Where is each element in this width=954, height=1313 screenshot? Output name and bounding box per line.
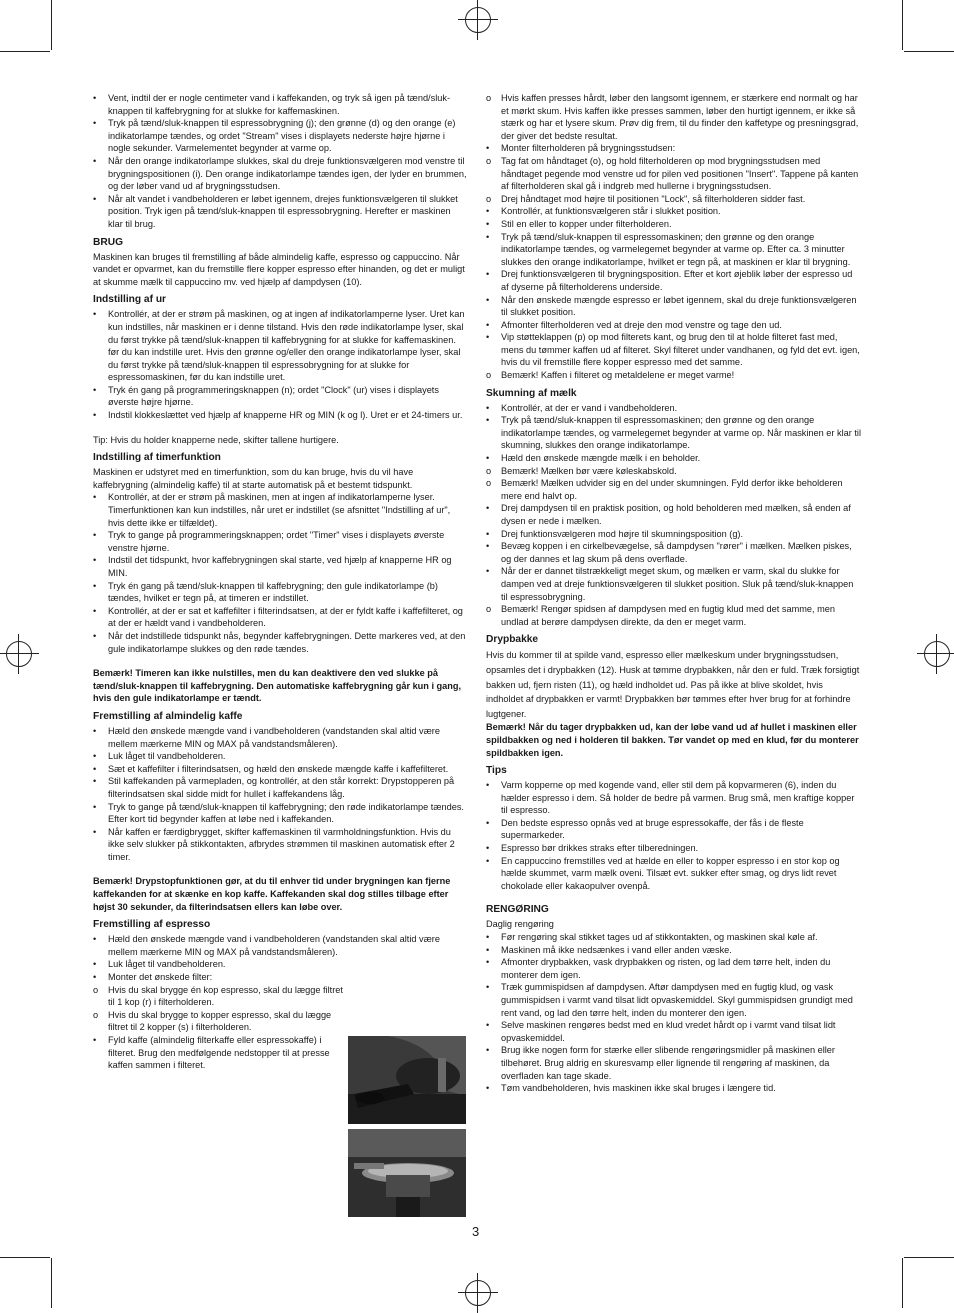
bullet-icon: • [486, 780, 490, 791]
list-item [486, 565, 861, 603]
list-item-text: Afmonter filterholderen ved at dreje den mod venstre og tage den ud. [501, 319, 782, 330]
list-item-text: Tryk én gang på programmeringsknappen (n); ordet "Clock" (ur) vises i displayets øverste højre hjørne. [108, 384, 439, 408]
list-item-text: Tryk på tænd/sluk-knappen til espressomaskinen; den grønne og den orange indikatorlampe tændes, og varmelegemet begynder at varme op. Efter ca. 3 minutter slukkes den orange indikatorlampe, hvilket er tegn på, at maskinen er klar til brygning. [501, 231, 851, 267]
note-paragraph: Bemærk! Når du tager drypbakken ud, kan der løbe vand ud af hullet i maskinen eller spildbakken og ned i holderen til bakken. Tør vandet op med en klud, før du monterer spildbakken igen. [486, 722, 859, 758]
list-item-text: Kontrollér, at der er vand i vandbeholderen. [501, 402, 678, 413]
spacer [93, 422, 468, 434]
bullet-icon: • [93, 934, 97, 945]
filter-holder-image [348, 1129, 466, 1217]
list-item-text: Hvis du skal brygge to kopper espresso, skal du lægge filtret til 2 kopper (s) i filterholderen. [108, 1009, 332, 1033]
list-item [486, 981, 861, 1019]
registration-mark-left [6, 641, 32, 667]
list-item-text: Når kaffen er færdigbrygget, skifter kaffemaskinen til varmholdningsfunktion. Hvis du ikke selv slukker på stikkontakten, afbrydes strømmen til maskinen automatisk efter 2 timer. [108, 826, 455, 862]
list-item-text: Stil en eller to kopper under filterholderen. [501, 218, 672, 229]
bullet-icon: • [93, 801, 97, 812]
list-item-text: Fyld kaffe (almindelig filterkaffe eller espressokaffe) i filteret. Brug den medfølgende nedstopper til at presse kaffen sammen i filteret. [108, 1035, 330, 1071]
list-item-text: Luk låget til vandbeholderen. [108, 751, 226, 762]
list-item [486, 931, 861, 944]
list-item [486, 1044, 861, 1082]
list-item [93, 763, 468, 776]
note-paragraph: Bemærk! Timeren kan ikke nulstilles, men du kan deaktivere den ved slukke på tænd/sluk-knappen til kaffebrygning. Den automatiske kaffebrygning går kun i gang, hvis den gule indikatorlampe er tændt. [93, 668, 462, 704]
list-item [486, 402, 861, 415]
list-item-text: Luk låget til vandbeholderen. [108, 959, 226, 970]
paragraph: Maskinen er udstyret med en timerfunktion, som du kan bruge, hvis du vil have kaffebrygning (almindelig kaffe) til at starte automatisk på et bestemt tidspunkt. [93, 467, 414, 490]
bullet-icon: • [93, 384, 97, 395]
list-item-text: Når den orange indikatorlampe slukkes, skal du dreje funktionsvælgeren mod venstre til brygningspositionen (i). Den orange indikatorlampe tændes igen, der lyder en brummen, og der løber vand ud af brygningsstudsen. [108, 155, 467, 192]
list-item-text: Espresso bør drikkes straks efter tilberedningen. [501, 843, 699, 854]
list-item [486, 477, 861, 502]
registration-mark-top [465, 7, 491, 33]
bullet-icon: • [486, 566, 490, 577]
list-item [486, 331, 861, 369]
bullet-icon: • [486, 1083, 490, 1094]
bullet-icon: • [486, 1045, 490, 1056]
spacer [93, 863, 468, 875]
circle-marker-icon: o [93, 1009, 99, 1020]
registration-mark-right [924, 641, 950, 667]
bullet-icon: • [486, 453, 490, 464]
list-item [486, 205, 861, 218]
bullet-icon: • [93, 605, 97, 616]
bullet-icon: • [93, 1035, 97, 1045]
crop-mark-tl-v [51, 0, 52, 50]
list-item-text: Bemærk! Mælken bør være køleskabskold. [501, 465, 677, 476]
bullet-icon: • [486, 932, 490, 943]
list-item-text: Når den ønskede mængde espresso er løbet igennem, skal du dreje funktionsvælgeren til slukket position. [501, 294, 857, 318]
bullet-icon: • [93, 630, 97, 641]
list-item [93, 155, 468, 193]
list-item-text: Vent, indtil der er nogle centimeter vand i kaffekanden, og tryk så igen på tænd/sluk-knappen til kaffebrygning for at slukke for kaffemaskinen. [108, 93, 451, 116]
section-heading: BRUG [93, 236, 123, 248]
list-item-text: Bemærk! Rengør spidsen af dampdysen med en fugtig klud med det samme, men undlad at berøre dampdysen direkte, da den er meget varm. [501, 604, 835, 627]
bullet-icon: • [93, 155, 97, 166]
bullet-icon: • [93, 410, 97, 421]
list-item [486, 414, 861, 452]
list-item [93, 529, 468, 554]
list-item-text: Tryk to gange på programmeringsknappen; ordet "Timer" vises i displayets øverste venstre hjørne. [108, 530, 445, 553]
list-item [486, 956, 861, 981]
crop-mark-bl-h [0, 1257, 50, 1258]
list-item [486, 231, 861, 269]
list-item [93, 750, 468, 763]
list-item-text: Før rengøring skal stikket tages ud af stikkontakten, og maskinen skal køle af. [501, 932, 818, 943]
left-column [93, 92, 468, 1072]
circle-marker-icon: o [486, 465, 492, 476]
list-item-text: Indstil klokkeslættet ved hjælp af knapperne HR og MIN (k og l). Uret er et 24-timers ur. [108, 410, 463, 421]
list-item [486, 294, 861, 319]
bullet-icon: • [486, 415, 490, 426]
list-item [93, 958, 348, 971]
list-item-text: Selve maskinen rengøres bedst med en klud vredet hårdt op i varmt vand tilsat lidt opvaskemiddel. [501, 1020, 836, 1043]
list-item [486, 193, 861, 206]
crop-mark-br-v [902, 1258, 903, 1308]
list-item [486, 319, 861, 332]
list-item-text: Bevæg koppen i en cirkelbevægelse, så dampdysen "rører" i mælken. Mælken piskes, og der dannes et lag skum på dens overflade. [501, 541, 852, 564]
bullet-icon: • [93, 309, 97, 320]
list-item [486, 855, 861, 893]
list-item [486, 142, 861, 155]
list-item [486, 528, 861, 541]
list-item-text: Drej funktionsvælgeren mod højre til skumningsposition (g). [501, 528, 744, 539]
list-item [486, 603, 861, 628]
list-item [93, 193, 468, 231]
list-item [93, 971, 348, 984]
crop-mark-tr-v [902, 0, 903, 50]
list-item [93, 1034, 348, 1072]
bullet-icon: • [93, 826, 97, 837]
bullet-icon: • [93, 751, 97, 762]
bullet-icon: • [486, 143, 490, 154]
bullet-icon: • [93, 555, 97, 566]
list-item-text: Træk gummispidsen af dampdysen. Aftør dampdysen med en fugtig klud, og vask gummispidsen i varmt vand tilsat lidt opvaskemiddel. Skyl gummispidsen grundigt med rent vand, og lad den tørre helt, inden du monterer den igen. [501, 982, 853, 1018]
list-item-text: Hæld den ønskede mængde vand i vandbeholderen (vandstanden skal altid være mellem mærkerne MIN og MAX på vandstandsmåleren). [108, 725, 440, 749]
list-item-text: Afmonter drypbakken, vask drypbakken og risten, og lad dem tørre helt, inden du monterer dem igen. [501, 957, 831, 980]
list-item [93, 826, 468, 864]
circle-marker-icon: o [486, 93, 492, 103]
bullet-icon: • [93, 492, 97, 503]
paragraph: Hvis du kommer til at spilde vand, espresso eller mælkeskum under brygningsstudsen, opsamles det i drypbakken (12). Husk at tømme drypbakken, når den er fuld. Træk forsigtigt bakken ud, fjern risten (11), og hæld indholdet ud. Pas på ikke at blive skoldet, hvis indholdet af drypbakken er varmt! Drypbakken bør tømmes efter hver brug for at forhindre lugtgener. [486, 650, 860, 719]
section-heading: RENGØRING [486, 904, 549, 916]
espresso-machine-image [348, 1036, 466, 1124]
list-item [93, 630, 468, 655]
list-item-text: Monter filterholderen på brygningsstudsen: [501, 143, 676, 154]
note-paragraph: Bemærk! Drypstopfunktionen gør, at du til enhver tid under brygningen kan fjerne kaffekanden for at skænke en kop kaffe. Kaffekanden skal dog stilles tilbage efter højst 30 sekunder, da filterindsatsen ellers kan løbe over. [93, 876, 451, 912]
list-item-text: Drej funktionsvælgeren til brygningsposition. Efter et kort øjeblik løber der espresso ud af dyserne på filterholderens underside. [501, 269, 853, 292]
list-item-text: Når det indstillede tidspunkt nås, begynder kaffebrygningen. Dette markeres ved, at den gule indikatorlampe slukkes og den røde tændes. [108, 630, 466, 654]
list-item-text: Bemærk! Kaffen i filteret og metaldelene er meget varme! [501, 370, 735, 381]
list-item [486, 1082, 861, 1095]
bullet-icon: • [93, 959, 97, 970]
crop-mark-tr-h [904, 51, 954, 52]
list-item [93, 384, 468, 409]
bullet-icon: • [486, 231, 490, 242]
paragraph: Daglig rengøring [486, 919, 554, 930]
paragraph: Tip: Hvis du holder knapperne nede, skifter tallene hurtigere. [93, 434, 339, 445]
list-item-text: Bemærk! Mælken udvider sig en del under skumningen. Fyld derfor ikke beholderen mere end halvt op. [501, 478, 843, 501]
bullet-icon: • [93, 776, 97, 787]
bullet-icon: • [93, 580, 97, 591]
list-item [486, 540, 861, 565]
list-item-text: En cappuccino fremstilles ved at hælde en eller to kopper espresso i en stor kop og hælde skummet, varm mælk oveni. Tilsæt evt. sukker efter smag, og drys lidt revet chokolade eller kakaopulver ovenpå. [501, 855, 840, 891]
photo-filter-holder-closeup [348, 1129, 466, 1217]
bullet-icon: • [486, 218, 490, 229]
bullet-icon: • [486, 332, 490, 343]
list-item-text: Tøm vandbeholderen, hvis maskinen ikke skal bruges i længere tid. [501, 1083, 776, 1094]
bullet-icon: • [486, 817, 490, 828]
list-item [486, 779, 861, 817]
list-item-text: Hæld den ønskede mængde vand i vandbeholderen (vandstanden skal altid være mellem mærkerne MIN og MAX på vandstandsmåleren). [108, 934, 440, 957]
circle-marker-icon: o [486, 478, 492, 489]
registration-mark-bottom [465, 1280, 491, 1306]
section-heading: Drypbakke [486, 634, 539, 646]
crop-mark-tl-h [0, 51, 50, 52]
list-item-text: Hvis du skal brygge én kop espresso, skal du lægge filtret til 1 kop (r) i filterholderen. [108, 984, 343, 1008]
section-heading: Fremstilling af espresso [93, 919, 211, 931]
right-column [486, 92, 861, 1095]
spacer [486, 892, 861, 898]
list-item-text: Monter det ønskede filter: [108, 972, 213, 983]
list-item-text: Tryk to gange på tænd/sluk-knappen til kaffebrygning; den røde indikatorlampe tændes. Efter kort tid begynder kaffen at løbe ned i kaffekanden. [108, 801, 464, 825]
list-item [93, 605, 468, 630]
bullet-icon: • [486, 402, 490, 413]
bullet-icon: • [486, 503, 490, 514]
list-item-text: Den bedste espresso opnås ved at bruge espressokaffe, der fås i de fleste supermarkeder. [501, 817, 804, 841]
crop-mark-bl-v [51, 1258, 52, 1308]
list-item-text: Kontrollér, at funktionsvælgeren står i slukket position. [501, 206, 721, 217]
list-item-text: Når der er dannet tilstrækkeligt meget skum, og mælken er varm, skal du slukke for dampen ved at dreje funktionsvælgeren til slukket position. Sluk på tænd/sluk-knappen til espressobrygning. [501, 566, 854, 602]
list-item-text: Tag fat om håndtaget (o), og hold filterholderen op mod brygningsstudsen med håndtaget pegende mod venstre ud for pilen ved positionen "Insert". Tappene på kanten af filterholderen skal gå i indgreb med hullerne i brygningsstudsen. [501, 155, 859, 192]
list-item-text: Kontrollér, at der er strøm på maskinen, og at ingen af indikatorlamperne lyser. Uret kan kun indstilles, når maskinen er i denne tilstand. Hvis den røde indikatorlampe lyser, skal du først trykke på tænd/sluk-knappen til kaffebrygning for at slukke for kaffemaskinen. før du kan indstille uret. Hvis den grønne og/eller den orange indikatorlampe lyser, skal du først trykke på tænd/sluk-knappen til espressobrygning for at slukke for espressomaskinen, før du kan indstille uret. [108, 309, 465, 383]
list-item [486, 218, 861, 231]
bullet-icon: • [93, 193, 97, 204]
list-item [93, 409, 468, 422]
list-item [486, 465, 861, 478]
circle-marker-icon: o [486, 370, 492, 381]
list-item [93, 801, 468, 826]
circle-marker-icon: o [486, 193, 492, 204]
list-item-text: Vip støtteklappen (p) op mod filterets kant, og brug den til at holde filteret fast med, mens du tømmer kaffen ud af filteret. Skyl filteret under vandhanen, og fyld det evt. igen, hvis du vil fremstille flere kopper espresso med det samme. [501, 332, 860, 368]
list-item [93, 491, 468, 529]
bullet-icon: • [486, 206, 490, 217]
bullet-icon: • [93, 972, 97, 983]
section-heading: Tips [486, 765, 507, 777]
bullet-icon: • [486, 269, 490, 280]
list-item [93, 933, 468, 958]
section-heading: Fremstilling af almindelig kaffe [93, 710, 243, 722]
list-item [486, 842, 861, 855]
list-item [93, 984, 348, 1009]
bullet-icon: • [486, 1020, 490, 1031]
list-item [93, 92, 468, 117]
list-item [486, 1019, 861, 1044]
list-item-text: Når alt vandet i vandbeholderen er løbet igennem, drejes funktionsvælgeren til slukket position. Tryk igen på tænd/sluk-knappen til espressobrygning. Herefter er maskinen klar til brug. [108, 193, 458, 229]
list-item [93, 117, 468, 155]
bullet-icon: • [486, 982, 490, 993]
list-item-text: Kontrollér, at der er sat et kaffefilter i filterindsatsen, at der er fyldt kaffe i kaffefilteret, og at der er hældt vand i vandbeholderen. [108, 605, 463, 629]
list-item [93, 1009, 348, 1034]
list-item [486, 502, 861, 527]
list-item-text: Indstil det tidspunkt, hvor kaffebrygningen skal starte, ved hjælp af knapperne HR og MIN. [108, 555, 452, 578]
page-number: 3 [472, 1224, 480, 1239]
bullet-icon: • [93, 763, 97, 774]
list-item [486, 452, 861, 465]
bullet-icon: • [486, 319, 490, 330]
spacer [93, 655, 468, 667]
bullet-icon: • [486, 855, 490, 866]
list-item [486, 92, 861, 142]
list-item-text: Hæld den ønskede mængde mælk i en beholder. [501, 453, 701, 464]
bullet-icon: • [486, 944, 490, 955]
section-heading: Skumning af mælk [486, 387, 577, 399]
list-item-text: Tryk på tænd/sluk-knappen til espressobrygning (j); den grønne (d) og den orange (e) indikatorlampe tændes, og ordet "Stream" vises i displayets nederste højre hjørne i nogle sekunder. Varmelementet begynder at varme op. [108, 118, 456, 154]
circle-marker-icon: o [93, 984, 99, 995]
list-item-text: Tryk én gang på tænd/sluk-knappen til kaffebrygning; den gule indikatorlampe (b) tændes, hvilket er tegn på, at timeren er indstillet. [108, 580, 438, 604]
list-item [93, 554, 468, 579]
list-item [93, 308, 468, 384]
paragraph: Maskinen kan bruges til fremstilling af både almindelig kaffe, espresso og cappuccino. Når vandet er opvarmet, kan du fremstille flere kopper espresso efter hinanden, og det er muligt at skumme mælk til cappuccino mv. ved hjælp af dampdysen (10). [93, 251, 465, 287]
list-item [93, 725, 468, 750]
list-item-text: Drej dampdysen til en praktisk position, og hold beholderen med mælken, så enden af dysen er nede i mælken. [501, 503, 851, 526]
list-item [93, 775, 468, 800]
list-item [486, 369, 861, 382]
bullet-icon: • [486, 541, 490, 552]
circle-marker-icon: o [486, 155, 492, 166]
list-item-text: Brug ikke nogen form for stærke eller slibende rengøringsmidler på maskinen eller tilbehøret. Brug aldrig en skuresvamp eller lignende til rengøring af maskinen, da overfladen kan tage skade. [501, 1045, 835, 1081]
section-heading: Indstilling af timerfunktion [93, 452, 221, 464]
bullet-icon: • [93, 118, 97, 129]
bullet-icon: • [486, 528, 490, 539]
list-item-text: Kontrollér, at der er strøm på maskinen, men at ingen af indikatorlamperne lyser. Timerfunktionen kan kun indstilles, når uret er indstillet (se afsnittet "Indstilling af ur", hvis dette ikke er tilfældet). [108, 492, 451, 528]
list-item [486, 944, 861, 957]
list-item-text: Hvis kaffen presses hårdt, løber den langsomt igennem, er stærkere end normalt og har et mørkt skum. Hvis kaffen ikke presses sammen, løber den hurtigt igennem, er ikke så stærk og har et lysere skum. Prøv dig frem, til du finder den kaffetype og presningsgrad, der giver det bedste resultat. [501, 93, 859, 141]
bullet-icon: • [93, 93, 97, 103]
list-item-text: Sæt et kaffefilter i filterindsatsen, og hæld den ønskede mængde kaffe i kaffefilteret. [108, 763, 449, 774]
bullet-icon: • [486, 843, 490, 854]
bullet-icon: • [486, 294, 490, 305]
list-item [93, 580, 468, 605]
bullet-icon: • [93, 725, 97, 736]
list-item-text: Tryk på tænd/sluk-knappen til espressomaskinen; den grønne og den orange indikatorlampe tændes, og varmelegemet begynder at varme op. Når maskinen er klar til skumning, slukkes den orange indikatorlampe. [501, 415, 862, 451]
bullet-icon: • [93, 530, 97, 541]
list-item-text: Stil kaffekanden på varmepladen, og kontrollér, at den står korrekt: Drypstopperen på filterindsatsen skal sidde midt for hullet i kaffekandens låg. [108, 776, 455, 799]
section-heading: Indstilling af ur [93, 294, 167, 306]
crop-mark-br-h [904, 1257, 954, 1258]
list-item-text: Maskinen må ikke nedsænkes i vand eller anden væske. [501, 944, 732, 955]
list-item [486, 155, 861, 193]
circle-marker-icon: o [486, 604, 492, 615]
list-item-text: Varm kopperne op med kogende vand, eller stil dem på kopvarmeren (6), inden du hælder espresso i dem. Så holder de bedre på varmen. Brug små, men kraftige kopper til espresso. [501, 780, 855, 816]
photo-filter-holder-on-machine [348, 1036, 466, 1124]
list-item [486, 817, 861, 842]
bullet-icon: • [486, 957, 490, 968]
list-item-text: Drej håndtaget mod højre til positionen "Lock", så filterholderen sidder fast. [501, 193, 806, 204]
list-item [486, 268, 861, 293]
